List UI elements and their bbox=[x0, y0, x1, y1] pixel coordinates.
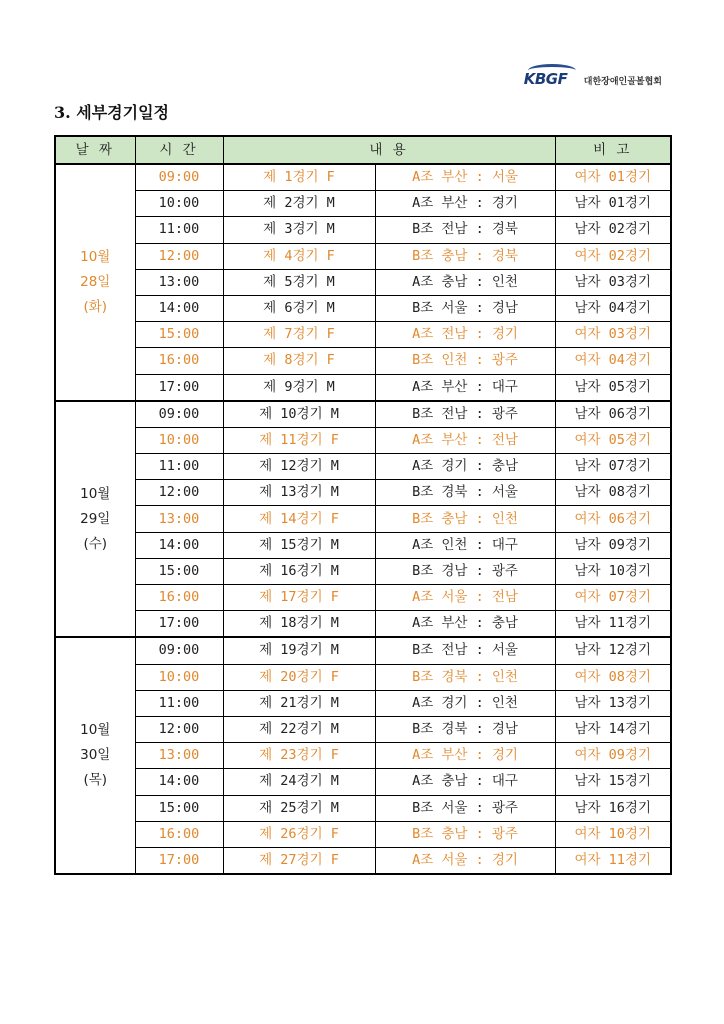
game-cell: 제 26경기 F bbox=[223, 821, 375, 847]
match-cell: A조 경기 : 충남 bbox=[375, 454, 555, 480]
time-cell: 15:00 bbox=[135, 795, 223, 821]
game-cell: 제 8경기 F bbox=[223, 348, 375, 374]
note-cell: 여자 11경기 bbox=[555, 847, 671, 874]
game-cell: 제 6경기 M bbox=[223, 295, 375, 321]
game-cell: 제 18경기 M bbox=[223, 611, 375, 638]
time-cell: 10:00 bbox=[135, 664, 223, 690]
date-line: 30일 bbox=[80, 747, 111, 764]
game-cell: 제 15경기 M bbox=[223, 532, 375, 558]
column-header-content: 내 용 bbox=[223, 136, 555, 164]
table-row bbox=[55, 769, 671, 795]
note-cell: 남자 10경기 bbox=[555, 558, 671, 584]
time-cell: 16:00 bbox=[135, 585, 223, 611]
organization-name: 대한장애인골볼협회 bbox=[583, 77, 662, 87]
date-line: (목) bbox=[83, 772, 108, 789]
match-cell: A조 부산 : 전남 bbox=[375, 427, 555, 453]
note-cell: 여자 07경기 bbox=[555, 585, 671, 611]
game-cell: 제 22경기 M bbox=[223, 716, 375, 742]
note-cell: 여자 10경기 bbox=[555, 821, 671, 847]
time-cell: 17:00 bbox=[135, 611, 223, 638]
table-row bbox=[55, 269, 671, 295]
table-row bbox=[55, 611, 671, 638]
table-row bbox=[55, 480, 671, 506]
table-row bbox=[55, 348, 671, 374]
time-cell: 10:00 bbox=[135, 427, 223, 453]
time-cell: 12:00 bbox=[135, 480, 223, 506]
game-cell: 제 24경기 M bbox=[223, 769, 375, 795]
table-row bbox=[55, 164, 671, 191]
table-row bbox=[55, 821, 671, 847]
note-cell: 남자 09경기 bbox=[555, 532, 671, 558]
time-cell: 17:00 bbox=[135, 847, 223, 874]
table-row bbox=[55, 585, 671, 611]
time-cell: 12:00 bbox=[135, 243, 223, 269]
note-cell: 남자 05경기 bbox=[555, 374, 671, 401]
time-cell: 16:00 bbox=[135, 348, 223, 374]
kbgf-logo-icon bbox=[524, 64, 580, 90]
game-cell: 제 5경기 M bbox=[223, 269, 375, 295]
match-cell: B조 전남 : 광주 bbox=[375, 401, 555, 428]
note-cell: 여자 05경기 bbox=[555, 427, 671, 453]
table-row bbox=[55, 558, 671, 584]
match-cell: A조 충남 : 인천 bbox=[375, 269, 555, 295]
time-cell: 11:00 bbox=[135, 690, 223, 716]
date-line: (화) bbox=[83, 298, 108, 315]
section-title: 3. 세부경기일정 bbox=[54, 103, 170, 122]
note-cell: 남자 03경기 bbox=[555, 269, 671, 295]
match-cell: B조 전남 : 서울 bbox=[375, 637, 555, 664]
match-cell: A조 경기 : 인천 bbox=[375, 690, 555, 716]
time-cell: 13:00 bbox=[135, 506, 223, 532]
match-cell: A조 부산 : 경기 bbox=[375, 743, 555, 769]
note-cell: 남자 01경기 bbox=[555, 191, 671, 217]
table-row bbox=[55, 322, 671, 348]
match-cell: A조 부산 : 서울 bbox=[375, 164, 555, 191]
game-cell: 재 25경기 M bbox=[223, 795, 375, 821]
time-cell: 09:00 bbox=[135, 401, 223, 428]
game-cell: 제 13경기 M bbox=[223, 480, 375, 506]
note-cell: 남자 08경기 bbox=[555, 480, 671, 506]
game-cell: 제 23경기 F bbox=[223, 743, 375, 769]
game-cell: 제 19경기 M bbox=[223, 637, 375, 664]
note-cell: 남자 04경기 bbox=[555, 295, 671, 321]
schedule-body bbox=[55, 164, 671, 874]
game-cell: 제 27경기 F bbox=[223, 847, 375, 874]
table-row bbox=[55, 506, 671, 532]
game-cell: 제 20경기 F bbox=[223, 664, 375, 690]
note-cell: 남자 02경기 bbox=[555, 217, 671, 243]
table-row bbox=[55, 191, 671, 217]
time-cell: 09:00 bbox=[135, 164, 223, 191]
time-cell: 16:00 bbox=[135, 821, 223, 847]
game-cell: 제 11경기 F bbox=[223, 427, 375, 453]
time-cell: 11:00 bbox=[135, 454, 223, 480]
logo-text: KBGF bbox=[523, 70, 568, 88]
match-cell: A조 인천 : 대구 bbox=[375, 532, 555, 558]
note-cell: 여자 06경기 bbox=[555, 506, 671, 532]
game-cell: 제 14경기 F bbox=[223, 506, 375, 532]
match-cell: B조 서울 : 경남 bbox=[375, 295, 555, 321]
table-row bbox=[55, 637, 671, 664]
note-cell: 여자 08경기 bbox=[555, 664, 671, 690]
table-row bbox=[55, 217, 671, 243]
note-cell: 여자 09경기 bbox=[555, 743, 671, 769]
time-cell: 13:00 bbox=[135, 743, 223, 769]
match-cell: A조 전남 : 경기 bbox=[375, 322, 555, 348]
table-row bbox=[55, 454, 671, 480]
time-cell: 10:00 bbox=[135, 191, 223, 217]
date-line: 10월 bbox=[80, 485, 111, 502]
table-row bbox=[55, 743, 671, 769]
table-row bbox=[55, 716, 671, 742]
game-cell: 제 10경기 M bbox=[223, 401, 375, 428]
game-cell: 제 9경기 M bbox=[223, 374, 375, 401]
game-cell: 제 12경기 M bbox=[223, 454, 375, 480]
match-cell: A조 부산 : 충남 bbox=[375, 611, 555, 638]
game-cell: 제 16경기 M bbox=[223, 558, 375, 584]
time-cell: 17:00 bbox=[135, 374, 223, 401]
game-cell: 제 1경기 F bbox=[223, 164, 375, 191]
match-cell: A조 부산 : 대구 bbox=[375, 374, 555, 401]
time-cell: 14:00 bbox=[135, 769, 223, 795]
note-cell: 남자 12경기 bbox=[555, 637, 671, 664]
game-cell: 제 4경기 F bbox=[223, 243, 375, 269]
column-header-date: 날 짜 bbox=[55, 136, 135, 164]
game-cell: 제 3경기 M bbox=[223, 217, 375, 243]
table-row bbox=[55, 690, 671, 716]
note-cell: 남자 14경기 bbox=[555, 716, 671, 742]
time-cell: 13:00 bbox=[135, 269, 223, 295]
match-cell: B조 경북 : 서울 bbox=[375, 480, 555, 506]
table-row bbox=[55, 664, 671, 690]
match-cell: A조 서울 : 경기 bbox=[375, 847, 555, 874]
date-line: 28일 bbox=[80, 273, 111, 290]
table-row bbox=[55, 374, 671, 401]
table-row bbox=[55, 532, 671, 558]
match-cell: B조 인천 : 광주 bbox=[375, 348, 555, 374]
match-cell: B조 충남 : 경북 bbox=[375, 243, 555, 269]
date-line: 29일 bbox=[80, 510, 111, 527]
table-row bbox=[55, 243, 671, 269]
game-cell: 제 2경기 M bbox=[223, 191, 375, 217]
note-cell: 남자 13경기 bbox=[555, 690, 671, 716]
date-line: 10월 bbox=[80, 248, 111, 265]
table-row bbox=[55, 401, 671, 428]
note-cell: 남자 15경기 bbox=[555, 769, 671, 795]
date-cell bbox=[55, 401, 135, 638]
match-cell: B조 전남 : 경북 bbox=[375, 217, 555, 243]
note-cell: 남자 16경기 bbox=[555, 795, 671, 821]
match-cell: B조 경남 : 광주 bbox=[375, 558, 555, 584]
date-line: 10월 bbox=[80, 722, 111, 739]
game-cell: 제 7경기 F bbox=[223, 322, 375, 348]
date-cell bbox=[55, 164, 135, 401]
note-cell: 남자 11경기 bbox=[555, 611, 671, 638]
organization-logo bbox=[524, 64, 662, 90]
schedule-table bbox=[54, 135, 672, 875]
time-cell: 14:00 bbox=[135, 295, 223, 321]
match-cell: B조 경북 : 인천 bbox=[375, 664, 555, 690]
note-cell: 여자 04경기 bbox=[555, 348, 671, 374]
time-cell: 15:00 bbox=[135, 322, 223, 348]
time-cell: 11:00 bbox=[135, 217, 223, 243]
time-cell: 14:00 bbox=[135, 532, 223, 558]
table-row bbox=[55, 427, 671, 453]
time-cell: 12:00 bbox=[135, 716, 223, 742]
match-cell: A조 서울 : 전남 bbox=[375, 585, 555, 611]
game-cell: 제 21경기 M bbox=[223, 690, 375, 716]
match-cell: A조 부산 : 경기 bbox=[375, 191, 555, 217]
column-header-time: 시 간 bbox=[135, 136, 223, 164]
note-cell: 여자 02경기 bbox=[555, 243, 671, 269]
time-cell: 15:00 bbox=[135, 558, 223, 584]
column-header-note: 비 고 bbox=[555, 136, 671, 164]
date-line: (수) bbox=[83, 535, 108, 552]
game-cell: 제 17경기 F bbox=[223, 585, 375, 611]
table-header-row bbox=[55, 136, 671, 164]
table-row bbox=[55, 795, 671, 821]
match-cell: B조 경북 : 경남 bbox=[375, 716, 555, 742]
table-row bbox=[55, 847, 671, 874]
note-cell: 남자 07경기 bbox=[555, 454, 671, 480]
match-cell: B조 충남 : 광주 bbox=[375, 821, 555, 847]
match-cell: A조 충남 : 대구 bbox=[375, 769, 555, 795]
note-cell: 여자 01경기 bbox=[555, 164, 671, 191]
note-cell: 남자 06경기 bbox=[555, 401, 671, 428]
match-cell: B조 충남 : 인천 bbox=[375, 506, 555, 532]
date-cell bbox=[55, 637, 135, 874]
time-cell: 09:00 bbox=[135, 637, 223, 664]
note-cell: 여자 03경기 bbox=[555, 322, 671, 348]
match-cell: B조 서울 : 광주 bbox=[375, 795, 555, 821]
table-row bbox=[55, 295, 671, 321]
